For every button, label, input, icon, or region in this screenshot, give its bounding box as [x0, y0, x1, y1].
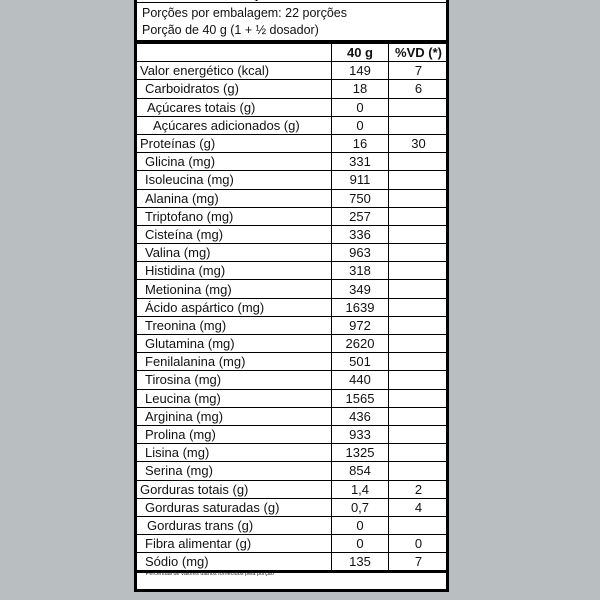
table-row	[137, 116, 448, 134]
table-row	[137, 171, 448, 189]
footnote: * Percentual de valores diários fornecidos pela porção	[142, 571, 274, 577]
table-row	[137, 553, 448, 572]
nutrient-name: Fenilalanina (mg)	[137, 353, 332, 371]
nutrient-amount: 1,4	[332, 480, 389, 498]
table-row	[137, 62, 448, 80]
table-row	[137, 389, 448, 407]
table-row	[137, 207, 448, 225]
nutrient-name: Histidina (mg)	[137, 262, 332, 280]
nutrient-name: Gorduras saturadas (g)	[137, 498, 332, 516]
nutrient-amount: 2620	[332, 335, 389, 353]
nutrient-name: Triptofano (mg)	[137, 207, 332, 225]
nutrient-name: Prolina (mg)	[137, 425, 332, 443]
nutrient-name: Lisina (mg)	[137, 444, 332, 462]
nutrient-amount: 0	[332, 116, 389, 134]
table-row	[137, 98, 448, 116]
nutrient-amount: 440	[332, 371, 389, 389]
nutrient-daily-value	[389, 280, 449, 298]
nutrient-daily-value: 2	[389, 480, 449, 498]
table-row	[137, 298, 448, 316]
nutrient-name: Arginina (mg)	[137, 407, 332, 425]
nutrient-name: Ácido aspártico (mg)	[137, 298, 332, 316]
nutrient-daily-value: 4	[389, 498, 449, 516]
nutrient-daily-value	[389, 262, 449, 280]
nutrient-daily-value	[389, 389, 449, 407]
nutrition-table	[137, 44, 448, 573]
table-row	[137, 225, 448, 243]
table-row	[137, 335, 448, 353]
header-amount: 40 g	[332, 44, 389, 62]
nutrient-daily-value	[389, 244, 449, 262]
label-title	[137, 0, 446, 1]
nutrient-name: Serina (mg)	[137, 462, 332, 480]
nutrient-daily-value	[389, 116, 449, 134]
portion-size: Porção de 40 g (1 + ½ dosador)	[142, 23, 319, 37]
nutrient-name: Sódio (mg)	[137, 553, 332, 572]
nutrient-name: Açúcares totais (g)	[137, 98, 332, 116]
table-row	[137, 280, 448, 298]
table-row	[137, 262, 448, 280]
nutrient-daily-value: 7	[389, 553, 449, 572]
nutrient-amount: 963	[332, 244, 389, 262]
nutrient-amount: 1639	[332, 298, 389, 316]
nutrient-name: Metionina (mg)	[137, 280, 332, 298]
nutrient-daily-value	[389, 353, 449, 371]
nutrient-name: Fibra alimentar (g)	[137, 535, 332, 553]
header-daily-value: %VD (*)	[389, 44, 449, 62]
table-row	[137, 498, 448, 516]
nutrient-daily-value	[389, 516, 449, 534]
nutrient-daily-value	[389, 335, 449, 353]
nutrient-amount: 0	[332, 516, 389, 534]
table-row	[137, 444, 448, 462]
nutrient-amount: 911	[332, 171, 389, 189]
nutrient-daily-value	[389, 153, 449, 171]
header-nutrient-cell	[137, 44, 332, 62]
table-row	[137, 425, 448, 443]
nutrient-amount: 0	[332, 98, 389, 116]
table-row	[137, 134, 448, 152]
nutrient-amount: 135	[332, 553, 389, 572]
nutrient-name: Treonina (mg)	[137, 316, 332, 334]
nutrient-amount: 854	[332, 462, 389, 480]
nutrient-name: Leucina (mg)	[137, 389, 332, 407]
nutrient-daily-value: 7	[389, 62, 449, 80]
nutrient-daily-value	[389, 407, 449, 425]
nutrient-daily-value	[389, 371, 449, 389]
nutrient-amount: 18	[332, 80, 389, 98]
nutrient-amount: 972	[332, 316, 389, 334]
nutrient-daily-value: 30	[389, 134, 449, 152]
nutrient-name: Isoleucina (mg)	[137, 171, 332, 189]
nutrient-daily-value: 6	[389, 80, 449, 98]
table-row	[137, 407, 448, 425]
nutrient-name: Valor energético (kcal)	[137, 62, 332, 80]
nutrient-amount: 331	[332, 153, 389, 171]
table-row	[137, 535, 448, 553]
table-row	[137, 189, 448, 207]
nutrient-daily-value	[389, 189, 449, 207]
nutrient-daily-value	[389, 462, 449, 480]
table-row	[137, 462, 448, 480]
nutrient-amount: 349	[332, 280, 389, 298]
servings-per-package: Porções por embalagem: 22 porções	[142, 6, 347, 20]
nutrition-rows	[137, 62, 448, 572]
table-row	[137, 480, 448, 498]
nutrient-name: Alanina (mg)	[137, 189, 332, 207]
nutrient-name: Tirosina (mg)	[137, 371, 332, 389]
nutrient-daily-value	[389, 444, 449, 462]
nutrient-name: Gorduras trans (g)	[137, 516, 332, 534]
nutrient-amount: 0,7	[332, 498, 389, 516]
nutrient-name: Carboidratos (g)	[137, 80, 332, 98]
nutrient-amount: 1565	[332, 389, 389, 407]
nutrient-daily-value	[389, 207, 449, 225]
nutrient-amount: 336	[332, 225, 389, 243]
nutrient-daily-value	[389, 98, 449, 116]
nutrient-amount: 149	[332, 62, 389, 80]
title-divider	[137, 2, 446, 3]
nutrient-name: Valina (mg)	[137, 244, 332, 262]
nutrition-facts-label	[134, 0, 449, 592]
nutrient-name: Proteínas (g)	[137, 134, 332, 152]
nutrient-name: Gorduras totais (g)	[137, 480, 332, 498]
table-row	[137, 244, 448, 262]
nutrient-daily-value: 0	[389, 535, 449, 553]
nutrient-amount: 501	[332, 353, 389, 371]
nutrient-daily-value	[389, 316, 449, 334]
nutrient-amount: 933	[332, 425, 389, 443]
nutrient-amount: 318	[332, 262, 389, 280]
table-row	[137, 516, 448, 534]
nutrient-name: Glicina (mg)	[137, 153, 332, 171]
nutrient-amount: 16	[332, 134, 389, 152]
nutrient-name: Glutamina (mg)	[137, 335, 332, 353]
nutrient-amount: 1325	[332, 444, 389, 462]
nutrient-daily-value	[389, 171, 449, 189]
table-row	[137, 153, 448, 171]
nutrient-amount: 750	[332, 189, 389, 207]
nutrient-amount: 0	[332, 535, 389, 553]
nutrient-daily-value	[389, 425, 449, 443]
nutrient-amount: 257	[332, 207, 389, 225]
nutrient-amount: 436	[332, 407, 389, 425]
table-row	[137, 353, 448, 371]
nutrient-daily-value	[389, 225, 449, 243]
nutrient-name: Açúcares adicionados (g)	[137, 116, 332, 134]
table-row	[137, 371, 448, 389]
table-row	[137, 80, 448, 98]
table-header-row	[137, 44, 448, 62]
nutrient-name: Cisteína (mg)	[137, 225, 332, 243]
table-row	[137, 316, 448, 334]
nutrient-daily-value	[389, 298, 449, 316]
